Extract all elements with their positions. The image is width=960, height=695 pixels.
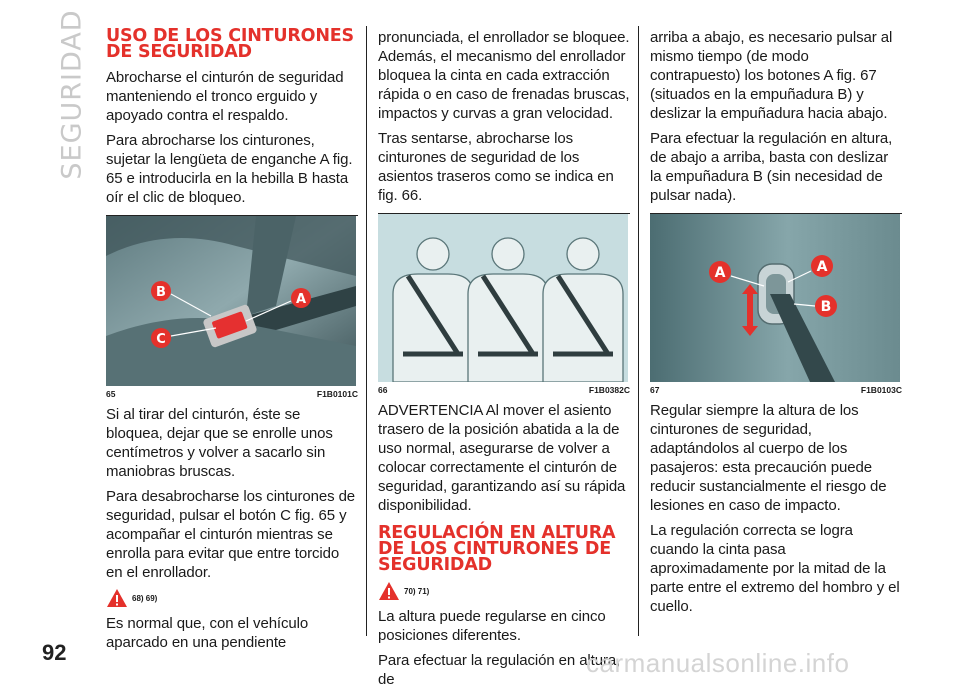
paragraph: Para abrocharse los cinturones, sujetar la lengüeta de enganche A fig. 65 e introducirla en la hebilla B hasta oír el clic de bloqueo. [106, 132, 353, 206]
paragraph: Regular siempre la altura de los cinturones de seguridad, adaptándolos al cuerpo de los pasajeros: esta precaución puede reducir sustancialmente el riesgo de lesiones en caso de impacto. [650, 402, 887, 514]
paragraph: La altura puede regularse en cinco posiciones diferentes. [378, 608, 606, 644]
label-a-right-text: A [816, 259, 828, 275]
paragraph: Para efectuar la regulación en altura, de [378, 652, 621, 688]
figure-66 [378, 213, 630, 395]
page-number: 92 [42, 640, 67, 665]
column-divider-right [638, 26, 639, 636]
side-section-title [52, 8, 92, 180]
paragraph: Abrocharse el cinturón de seguridad manteniendo el tronco erguido y apoyado contra el respaldo. [106, 69, 344, 124]
label-b-text: B [156, 285, 166, 300]
figure-number: 65 [106, 389, 116, 399]
warning-reference [378, 581, 630, 601]
column-3 [650, 28, 902, 622]
warning-triangle-icon [106, 588, 128, 608]
label-a-left-text: A [714, 265, 726, 281]
figure-65 [106, 215, 358, 399]
warning-triangle-icon [378, 581, 400, 601]
figure-code: F1B0101C [316, 389, 358, 399]
paragraph: La regulación correcta se logra cuando la cinta pasa aproximadamente por la mitad de la parte entre el extremo del hombro y el cuello. [650, 522, 900, 615]
section-heading-regulacion-altura: REGULACIÓN EN ALTURA DE LOS CINTURONES DE SEGURIDAD [378, 523, 616, 575]
paragraph: Es normal que, con el vehículo aparcado en una pendiente [106, 615, 309, 651]
figure-number: 67 [650, 385, 660, 395]
figure-66-image [378, 213, 630, 382]
warning-refs: 68) 69) [132, 594, 158, 603]
column-2 [378, 28, 630, 695]
figure-code: F1B0103C [860, 385, 902, 395]
side-section-title-text: SEGURIDAD [56, 8, 88, 180]
column-1 [106, 28, 358, 658]
paragraph: Para efectuar la regulación en altura, de abajo a arriba, basta con deslizar la empuñadura B (sin necesidad de pulsar nada). [650, 130, 893, 204]
section-heading-uso-cinturones: USO DE LOS CINTURONES DE SEGURIDAD [106, 26, 354, 62]
figure-67-image [650, 213, 902, 382]
paragraph: Si al tirar del cinturón, éste se bloquea, dejar que se enrolle unos centímetros y volver a sacarlo sin maniobras bruscas. [106, 406, 333, 480]
figure-65-caption [106, 389, 358, 399]
label-c-text: C [156, 332, 166, 347]
watermark: carmanualsonline.info [586, 648, 850, 678]
figure-65-image [106, 215, 358, 386]
column-divider-left [366, 26, 367, 636]
figure-number: 66 [378, 385, 388, 395]
label-b-text: B [820, 299, 832, 315]
figure-67 [650, 213, 902, 395]
paragraph: pronunciada, el enrollador se bloquee. Además, el mecanismo del enrollador bloquea la cinta en cada extracción rápida o en caso de frenadas bruscas, impactos y curvas a gran velocidad. [378, 29, 630, 122]
paragraph: arriba a abajo, es necesario pulsar al mismo tiempo (de modo contrapuesto) los botones A fig. 67 (situados en la empuñadura B) y deslizar la empuñadura hacia abajo. [650, 29, 893, 122]
paragraph: Tras sentarse, abrocharse los cinturones de seguridad de los asientos traseros como se indica en fig. 66. [378, 130, 614, 204]
paragraph: Para desabrocharse los cinturones de seguridad, pulsar el botón C fig. 65 y acompañar el cinturón mientras se enrolla para evitar que entre torcido en el enrollador. [106, 488, 356, 581]
figure-code: F1B0382C [588, 385, 630, 395]
figure-67-caption [650, 385, 902, 395]
figure-66-caption [378, 385, 630, 395]
label-a-text: A [295, 292, 307, 307]
warning-reference [106, 588, 358, 608]
warning-refs: 70) 71) [404, 587, 430, 596]
paragraph: ADVERTENCIA Al mover el asiento trasero de la posición abatida a la de uso normal, asegurarse de volver a colocar correctamente el cinturón de seguridad, garantizando así su rápida disponibilidad. [378, 402, 626, 514]
